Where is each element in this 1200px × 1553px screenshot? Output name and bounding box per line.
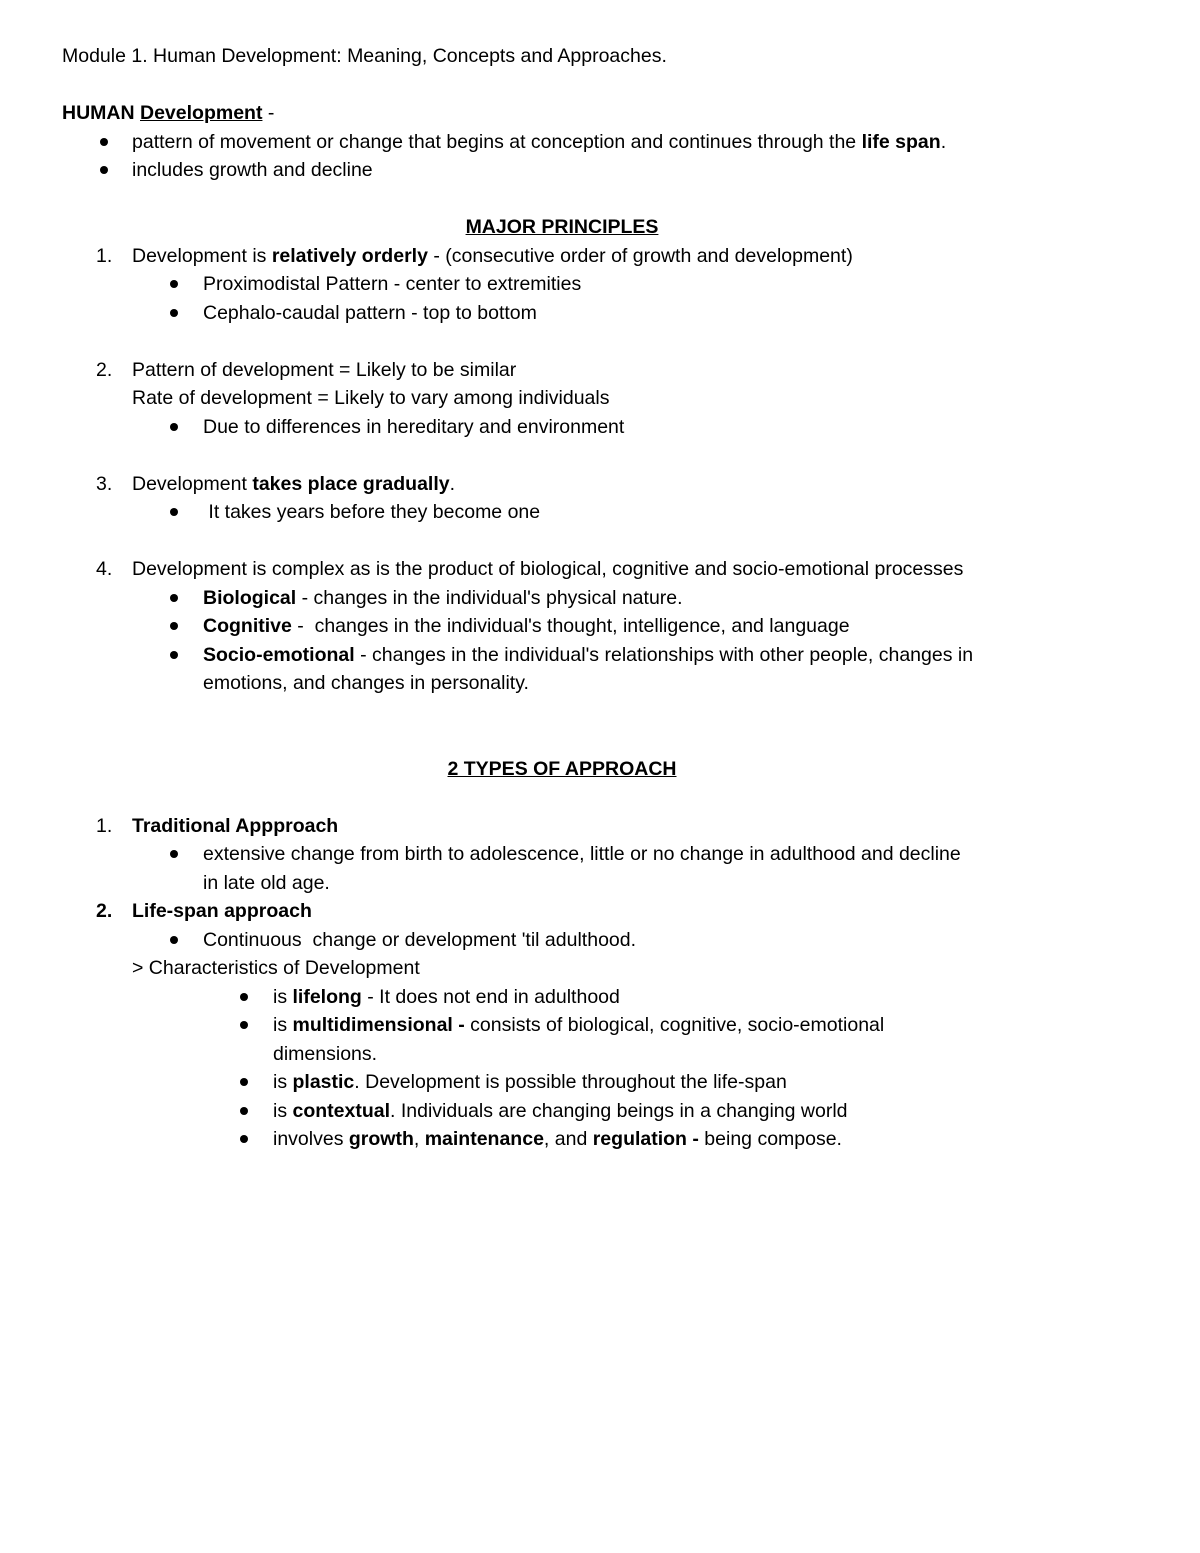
bullet-icon bbox=[240, 993, 248, 1001]
term-label-underlined: Development bbox=[140, 102, 263, 124]
human-development-term bbox=[62, 99, 1138, 128]
document-page bbox=[62, 42, 1138, 1154]
bullet-icon bbox=[170, 622, 178, 630]
list-item: is contextual. Individuals are changing beings in a changing world bbox=[62, 1097, 1138, 1126]
approach-heading: 2 TYPES OF APPROACH bbox=[447, 757, 677, 780]
major-principles-heading: MAJOR PRINCIPLES bbox=[465, 216, 659, 238]
list-item: Continuous change or development 'til adulthood. bbox=[62, 926, 1138, 955]
list-item: It takes years before they become one bbox=[62, 498, 1138, 527]
list-item: pattern of movement or change that begins at conception and continues through the life span. bbox=[62, 128, 1138, 157]
principle-2-line-2: Rate of development = Likely to vary among individuals bbox=[132, 387, 610, 409]
list-item-continuation: in late old age. bbox=[203, 871, 330, 894]
list-item: Proximodistal Pattern - center to extremities bbox=[62, 270, 1138, 299]
bullet-icon bbox=[170, 850, 178, 858]
bullet-icon bbox=[170, 936, 178, 944]
term-label: HUMAN bbox=[62, 102, 140, 124]
list-item: Socio-emotional - changes in the individual's relationships with other people, changes in bbox=[62, 641, 1138, 670]
bullet-icon bbox=[170, 423, 178, 431]
bullet-icon bbox=[100, 138, 108, 146]
principle-1: 1. Development is relatively orderly - (consecutive order of growth and development) bbox=[62, 242, 1138, 271]
approach-2: 2. Life-span approach bbox=[62, 897, 1138, 926]
list-number: 4. bbox=[96, 558, 113, 580]
bullet-icon bbox=[100, 166, 108, 174]
bullet-icon bbox=[170, 280, 178, 288]
bullet-icon bbox=[240, 1078, 248, 1086]
list-item: is multidimensional - consists of biological, cognitive, socio-emotional bbox=[62, 1011, 1138, 1040]
characteristics-label: > Characteristics of Development bbox=[132, 957, 420, 979]
list-item: is plastic. Development is possible throughout the life-span bbox=[62, 1068, 1138, 1097]
list-item: is lifelong - It does not end in adulthood bbox=[62, 983, 1138, 1012]
term-dash: - bbox=[262, 102, 275, 124]
list-number: 2. bbox=[96, 900, 113, 922]
bullet-icon bbox=[170, 309, 178, 317]
module-title: Module 1. Human Development: Meaning, Concepts and Approaches. bbox=[62, 45, 667, 67]
principle-2: 2. Pattern of development = Likely to be similar bbox=[62, 356, 1138, 385]
list-number: 3. bbox=[96, 472, 113, 495]
principle-3: 3. Development takes place gradually. bbox=[62, 470, 1138, 499]
list-item-continuation: dimensions. bbox=[273, 1042, 378, 1065]
principle-4: 4. Development is complex as is the product of biological, cognitive and socio-emotional processes bbox=[62, 555, 1138, 584]
list-item: includes growth and decline bbox=[62, 156, 1138, 185]
bullet-icon bbox=[240, 1021, 248, 1029]
approach-1: 1. Traditional Appproach bbox=[62, 812, 1138, 841]
list-item: involves growth, maintenance, and regulation - being compose. bbox=[62, 1125, 1138, 1154]
list-item-continuation: emotions, and changes in personality. bbox=[203, 672, 529, 694]
list-number: 1. bbox=[96, 814, 113, 837]
list-item: Cognitive - changes in the individual's thought, intelligence, and language bbox=[62, 612, 1138, 641]
bullet-icon bbox=[170, 508, 178, 516]
bullet-icon bbox=[170, 651, 178, 659]
list-number: 2. bbox=[96, 358, 113, 381]
bullet-icon bbox=[170, 594, 178, 602]
bullet-icon bbox=[240, 1135, 248, 1143]
bullet-icon bbox=[240, 1107, 248, 1115]
list-item: Biological - changes in the individual's physical nature. bbox=[62, 584, 1138, 613]
list-item: extensive change from birth to adolescence, little or no change in adulthood and decline bbox=[62, 840, 1138, 869]
list-item: Due to differences in hereditary and environment bbox=[62, 413, 1138, 442]
list-item: Cephalo-caudal pattern - top to bottom bbox=[62, 299, 1138, 328]
list-number: 1. bbox=[96, 244, 113, 267]
